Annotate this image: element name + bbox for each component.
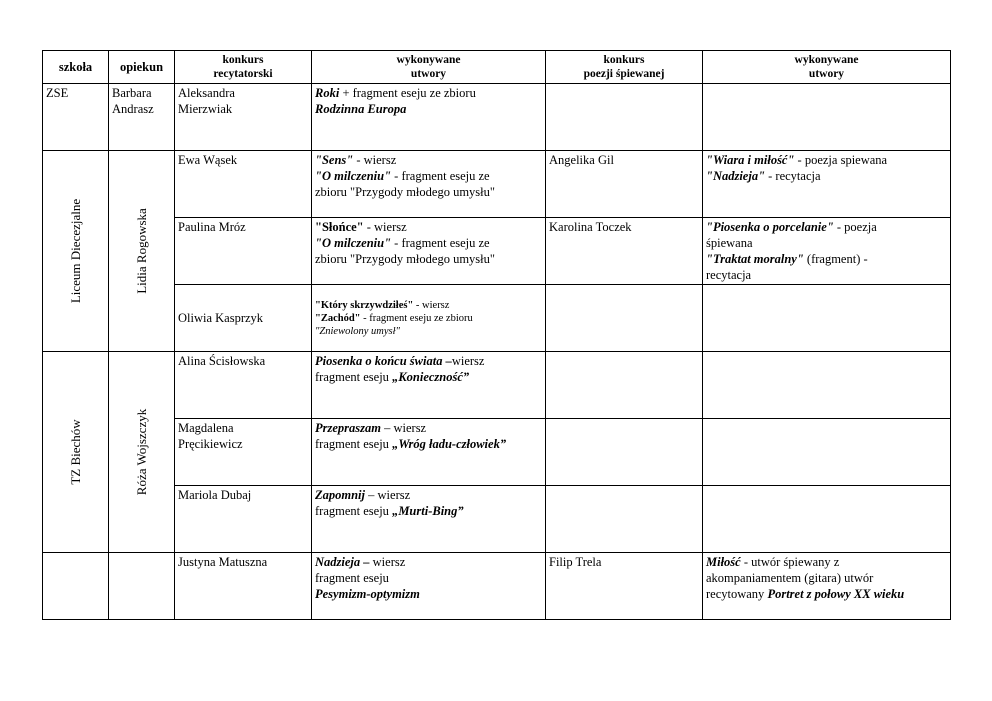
song-works-cell xyxy=(703,486,951,553)
song-works-cell: Miłość - utwór śpiewany z akompaniamentem (gitara) utwór recytowany Portret z połowy XX wieku xyxy=(703,553,951,620)
singer-cell: Karolina Toczek xyxy=(546,218,703,285)
participant-cell: Ewa Wąsek xyxy=(175,151,312,218)
header-sung-poetry: konkurs poezji śpiewanej xyxy=(546,51,703,84)
table-row xyxy=(43,151,951,218)
participant-cell: Paulina Mróz xyxy=(175,218,312,285)
header-school: szkoła xyxy=(43,51,109,84)
song-works-cell xyxy=(703,285,951,352)
header-recitation: konkurs recytatorski xyxy=(175,51,312,84)
singer-cell xyxy=(546,285,703,352)
teacher-cell: Róża Wojszczyk xyxy=(109,352,175,553)
table-row xyxy=(43,486,951,553)
table-row xyxy=(43,419,951,486)
works-cell: "Sens" - wiersz "O milczeniu" - fragment eseju ze zbioru "Przygody młodego umysłu" xyxy=(312,151,546,218)
participant-cell: Oliwia Kasprzyk xyxy=(175,285,312,352)
school-cell: TZ Biechów xyxy=(43,352,109,553)
song-works-cell: "Wiara i miłość" - poezja spiewana "Nadzieja" - recytacja xyxy=(703,151,951,218)
participant-cell: Magdalena Pręcikiewicz xyxy=(175,419,312,486)
works-cell: "Który skrzywdziłeś" - wiersz "Zachód" - fragment eseju ze zbioru "Zniewolony umysł" xyxy=(312,285,546,352)
works-cell: Zapomnij – wiersz fragment eseju „Murti-Bing” xyxy=(312,486,546,553)
participant-cell: Justyna Matuszna xyxy=(175,553,312,620)
song-works-cell xyxy=(703,419,951,486)
table-row xyxy=(43,285,951,352)
singer-cell: Filip Trela xyxy=(546,553,703,620)
participant-cell: Mariola Dubaj xyxy=(175,486,312,553)
school-cell xyxy=(43,553,109,620)
table-row xyxy=(43,352,951,419)
singer-cell xyxy=(546,486,703,553)
header-works: wykonywane utwory xyxy=(312,51,546,84)
table-row xyxy=(43,553,951,620)
works-cell: Przepraszam – wiersz fragment eseju „Wróg ładu-człowiek” xyxy=(312,419,546,486)
singer-cell xyxy=(546,352,703,419)
song-works-cell: "Piosenka o porcelanie" - poezja śpiewana "Traktat moralny" (fragment) - recytacja xyxy=(703,218,951,285)
school-cell: Liceum Diecezjalne xyxy=(43,151,109,352)
school-cell: ZSE xyxy=(43,84,109,151)
header-row xyxy=(43,51,951,84)
table-row xyxy=(43,84,951,151)
works-cell: "Słońce" - wiersz "O milczeniu" - fragment eseju ze zbioru "Przygody młodego umysłu" xyxy=(312,218,546,285)
works-cell: Piosenka o końcu świata –wiersz fragment eseju „Konieczność” xyxy=(312,352,546,419)
singer-cell: Angelika Gil xyxy=(546,151,703,218)
song-works-cell xyxy=(703,352,951,419)
teacher-cell: Barbara Andrasz xyxy=(109,84,175,151)
song-works-cell xyxy=(703,84,951,151)
teacher-cell: Lidia Rogowska xyxy=(109,151,175,352)
teacher-cell xyxy=(109,553,175,620)
table-row xyxy=(43,218,951,285)
competition-table xyxy=(42,50,951,620)
participant-cell: Aleksandra Mierzwiak xyxy=(175,84,312,151)
header-works-2: wykonywane utwory xyxy=(703,51,951,84)
singer-cell xyxy=(546,84,703,151)
works-cell: Roki + fragment eseju ze zbioru Rodzinna Europa xyxy=(312,84,546,151)
participant-cell: Alina Ścisłowska xyxy=(175,352,312,419)
singer-cell xyxy=(546,419,703,486)
works-cell: Nadzieja – wiersz fragment eseju Pesymizm-optymizm xyxy=(312,553,546,620)
header-teacher: opiekun xyxy=(109,51,175,84)
